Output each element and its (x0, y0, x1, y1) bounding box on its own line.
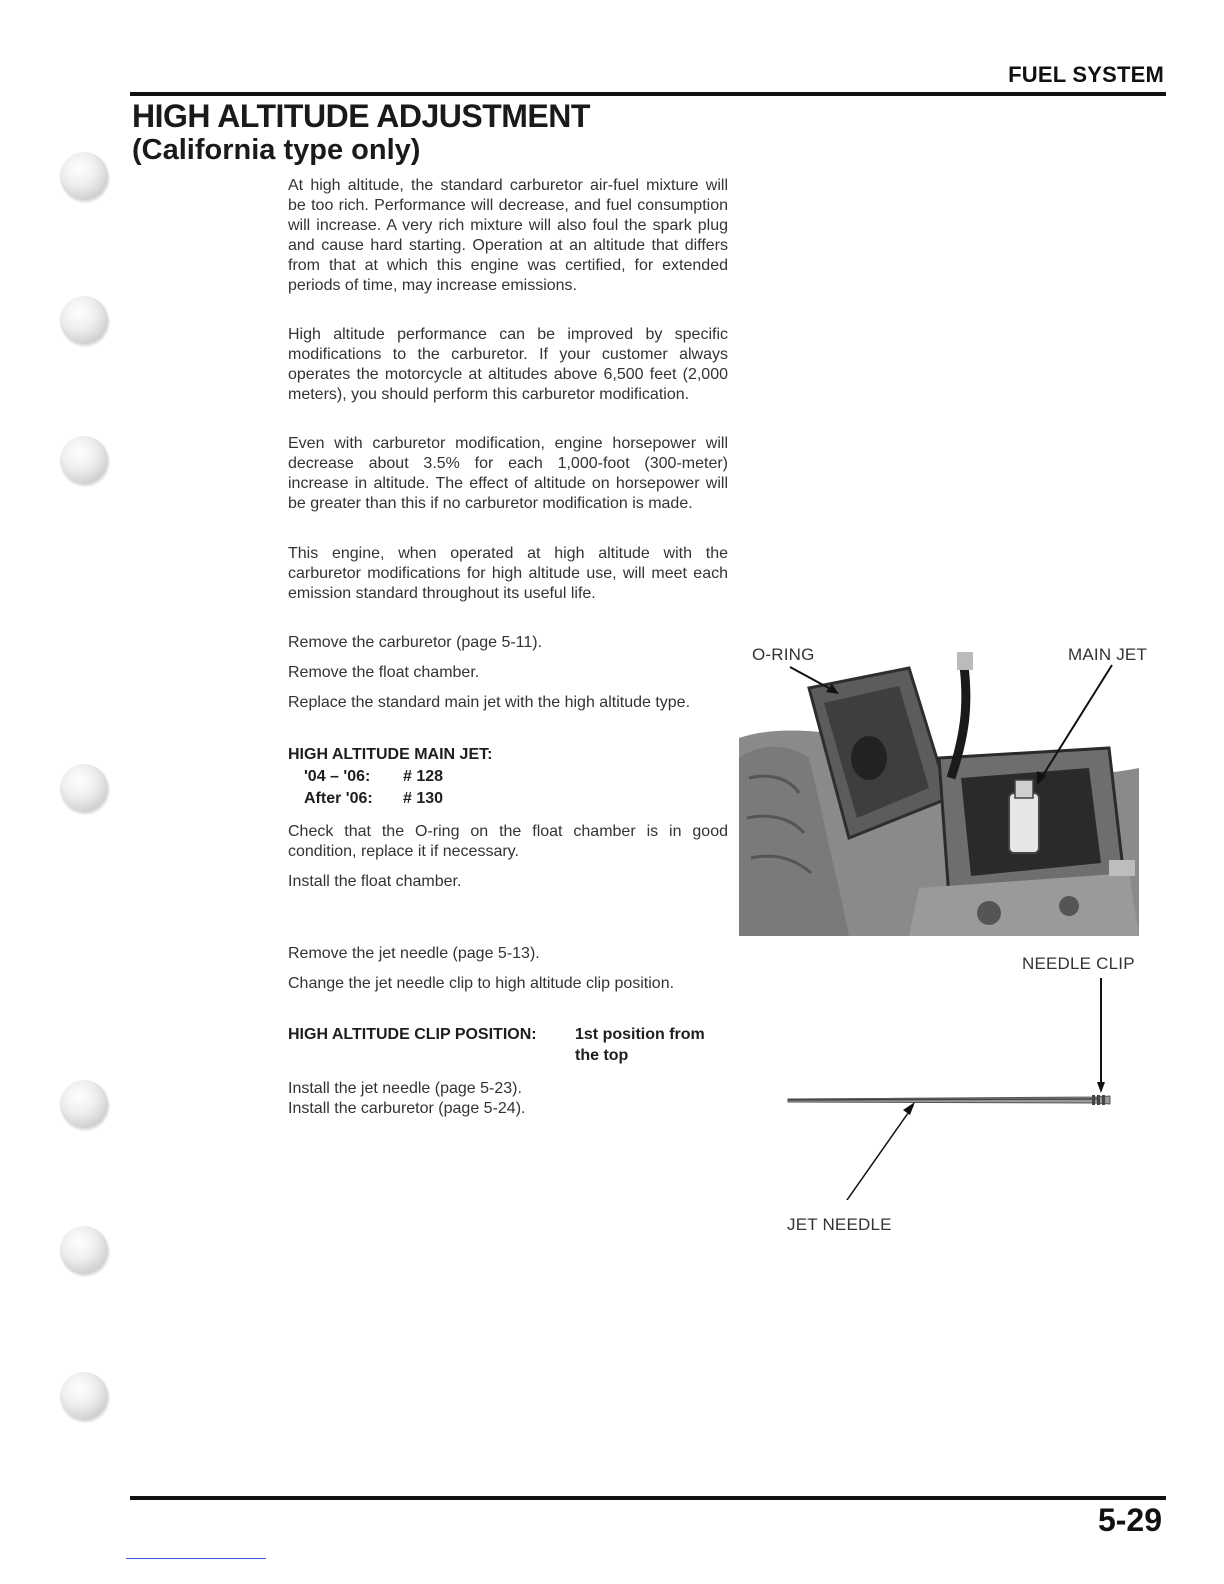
step: Remove the float chamber. (288, 664, 480, 681)
page-subtitle: (California type only) (132, 134, 421, 166)
paragraph: At high altitude, the standard carburetor air-fuel mixture will be too rich. Performance will decrease, and fuel consumption will increase. A very rich mixture will also foul the spark plug and cause hard starting. Operation at an altitude that differs from that at which this engine was certified, for extended periods of time, may increase emissions. (288, 177, 728, 294)
binder-hole (60, 436, 108, 484)
binder-hole (60, 764, 108, 812)
photo-leader-lines (740, 640, 1180, 860)
paragraph: High altitude performance can be improved by specific modifications to the carburetor. If your customer always operates the motorcycle at altitudes above 6,500 feet (2,000 meters), you should perform this carburetor modification. (288, 326, 728, 403)
step: Remove the jet needle (page 5-13). (288, 945, 540, 962)
clip-position-value: the top (575, 1047, 629, 1064)
footer-link-line (126, 1558, 266, 1559)
clip-position-label: HIGH ALTITUDE CLIP POSITION: (288, 1026, 537, 1043)
binder-hole (60, 1080, 108, 1128)
step: Install the float chamber. (288, 873, 462, 890)
needle-clip-callout: NEEDLE CLIP (1022, 954, 1135, 973)
step: Install the jet needle (page 5-23). (288, 1080, 522, 1097)
paragraph: This engine, when operated at high altitude with the carburetor modifications for high altitude use, will meet each emission standard throughout its useful life. (288, 545, 728, 602)
o-ring-callout: O-RING (752, 645, 815, 664)
clip-position-value: 1st position from (575, 1026, 705, 1043)
binder-hole (60, 1226, 108, 1274)
top-rule (130, 92, 1166, 96)
binder-hole (60, 152, 108, 200)
page-title: HIGH ALTITUDE ADJUSTMENT (132, 98, 590, 134)
page-number: 5-29 (1097, 1502, 1162, 1538)
section-header: FUEL SYSTEM (1008, 62, 1164, 87)
step: Change the jet needle clip to high altitude clip position. (288, 975, 675, 992)
step: Check that the O-ring on the float chamber is in good condition, replace it if necessary. (288, 823, 728, 860)
jet-needle-diagram (740, 960, 1180, 1200)
main-jet-callout: MAIN JET (1068, 645, 1148, 664)
jet-needle-callout: JET NEEDLE (787, 1215, 892, 1234)
main-jet-heading: HIGH ALTITUDE MAIN JET: (288, 746, 493, 763)
binder-hole (60, 296, 108, 344)
step: Remove the carburetor (page 5-11). (288, 634, 543, 651)
paragraph: Even with carburetor modification, engine horsepower will decrease about 3.5% for each 1,000-foot (300-meter) increase in altitude. The effect of altitude on horsepower will be greater than this if no carburetor modification is made. (288, 435, 728, 512)
spec-years: After '06: (304, 790, 373, 807)
spec-value: # 130 (403, 790, 444, 807)
step: Replace the standard main jet with the high altitude type. (288, 694, 691, 711)
binder-hole (60, 1372, 108, 1420)
spec-value: # 128 (403, 768, 444, 785)
spec-years: '04 – '06: (304, 768, 371, 785)
bottom-rule (130, 1496, 1166, 1500)
step: Install the carburetor (page 5-24). (288, 1100, 526, 1117)
